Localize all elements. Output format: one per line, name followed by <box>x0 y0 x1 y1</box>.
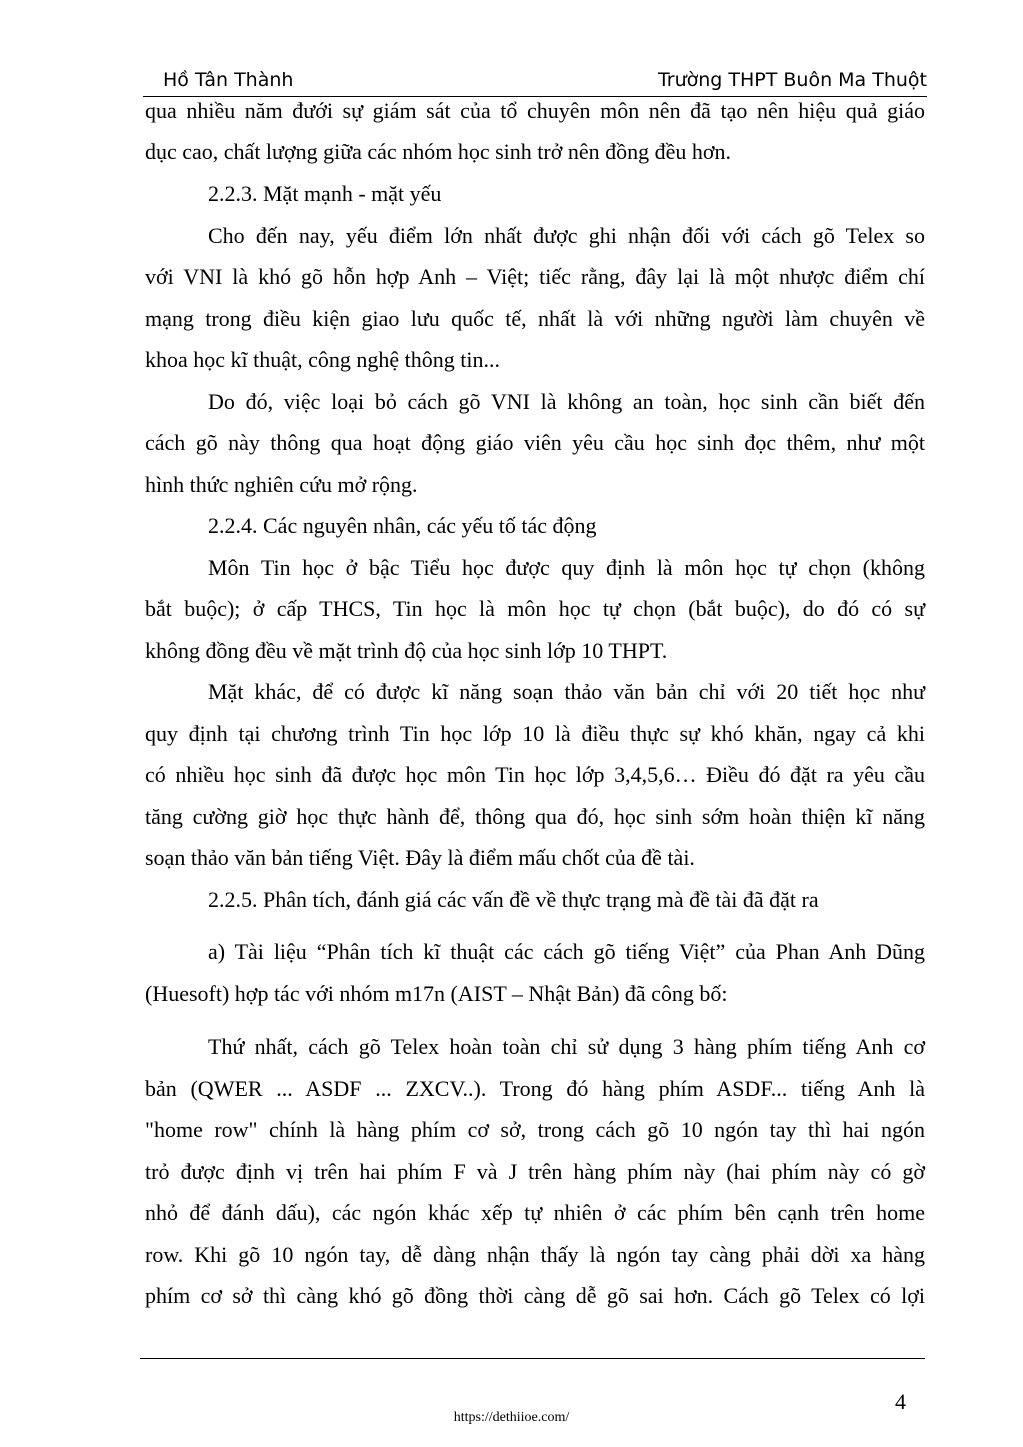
page-header <box>143 66 927 97</box>
text-line: phím cơ sở thì càng khó gõ đồng thời càng dễ gõ sai hơn. Cách gõ Telex có lợi <box>145 1283 925 1308</box>
header-school: Trường THPT Buôn Ma Thuột <box>657 69 927 91</box>
text-line: không đồng đều về mặt trình độ của học sinh lớp 10 THPT. <box>145 638 668 663</box>
text-line: qua nhiều năm đưới sự giám sát của tổ chuyên môn nên đã tạo nên hiệu quả giáo <box>145 98 925 123</box>
text-line: "home row" chính là hàng phím cơ sở, trong cách gõ 10 ngón tay thì hai ngón <box>145 1117 925 1142</box>
text-line: khoa học kĩ thuật, công nghệ thông tin... <box>145 347 500 372</box>
source-url: https://dethiioe.com/ <box>453 1410 570 1425</box>
text-line: bắt buộc); ở cấp THCS, Tin học là môn học tự chọn (bắt buộc), do đó có sự <box>145 596 925 621</box>
text-line: bản (QWER ... ASDF ... ZXCV..). Trong đó hàng phím ASDF... tiếng Anh là <box>145 1076 925 1101</box>
text-line: Do đó, việc loại bỏ cách gõ VNI là không an toàn, học sinh cần biết đến <box>208 389 925 414</box>
footer-divider <box>140 1358 925 1359</box>
text-line: soạn thảo văn bản tiếng Việt. Đây là điểm mấu chốt của đề tài. <box>145 845 695 870</box>
text-line: hình thức nghiên cứu mở rộng. <box>145 472 418 497</box>
text-line: trỏ được định vị trên hai phím F và J trên hàng phím này (hai phím này có gờ <box>145 1159 925 1184</box>
text-line: Môn Tin học ở bậc Tiểu học được quy định là môn học tự chọn (không <box>208 555 925 580</box>
section-heading: 2.2.5. Phân tích, đánh giá các vấn đề về thực trạng mà đề tài đã đặt ra <box>208 887 819 912</box>
text-line: quy định tại chương trình Tin học lớp 10 là điều thực sự khó khăn, ngay cả khi <box>145 721 925 746</box>
text-line: a) Tài liệu “Phân tích kĩ thuật các cách gõ tiếng Việt” của Phan Anh Dũng <box>208 939 925 964</box>
text-line: row. Khi gõ 10 ngón tay, dễ dàng nhận thấy là ngón tay càng phải dời xa hàng <box>145 1242 925 1267</box>
section-heading: 2.2.3. Mặt mạnh - mặt yếu <box>208 181 442 206</box>
text-line: mạng trong điều kiện giao lưu quốc tế, nhất là với những người làm chuyên về <box>145 306 925 331</box>
text-line: Mặt khác, để có được kĩ năng soạn thảo văn bản chỉ với 20 tiết học như <box>208 679 925 704</box>
text-line: (Huesoft) hợp tác với nhóm m17n (AIST – Nhật Bản) đã công bố: <box>145 981 728 1006</box>
text-line: dục cao, chất lượng giữa các nhóm học sinh trở nên đồng đều hơn. <box>145 139 731 164</box>
section-heading: 2.2.4. Các nguyên nhân, các yếu tố tác động <box>208 513 597 538</box>
text-line: cách gõ này thông qua hoạt động giáo viên yêu cầu học sinh đọc thêm, như một <box>145 430 925 455</box>
text-line: Cho đến nay, yếu điểm lớn nhất được ghi nhận đối với cách gõ Telex so <box>208 223 925 248</box>
text-line: nhỏ để đánh dấu), các ngón khác xếp tự nhiên ở các phím bên cạnh trên home <box>145 1200 925 1225</box>
text-line: tăng cường giờ học thực hành để, thông qua đó, học sinh sớm hoàn thiện kĩ năng <box>145 804 925 829</box>
text-line: Thứ nhất, cách gõ Telex hoàn toàn chỉ sử dụng 3 hàng phím tiếng Anh cơ <box>208 1034 925 1059</box>
text-line: với VNI là khó gõ hỗn hợp Anh – Việt; tiếc rằng, đây lại là một nhược điểm chí <box>145 264 925 289</box>
header-author: Hồ Tân Thành <box>163 69 294 91</box>
text-line: có nhiều học sinh đã được học môn Tin học lớp 3,4,5,6… Điều đó đặt ra yêu cầu <box>145 762 925 787</box>
page-number: 4 <box>895 1389 906 1414</box>
